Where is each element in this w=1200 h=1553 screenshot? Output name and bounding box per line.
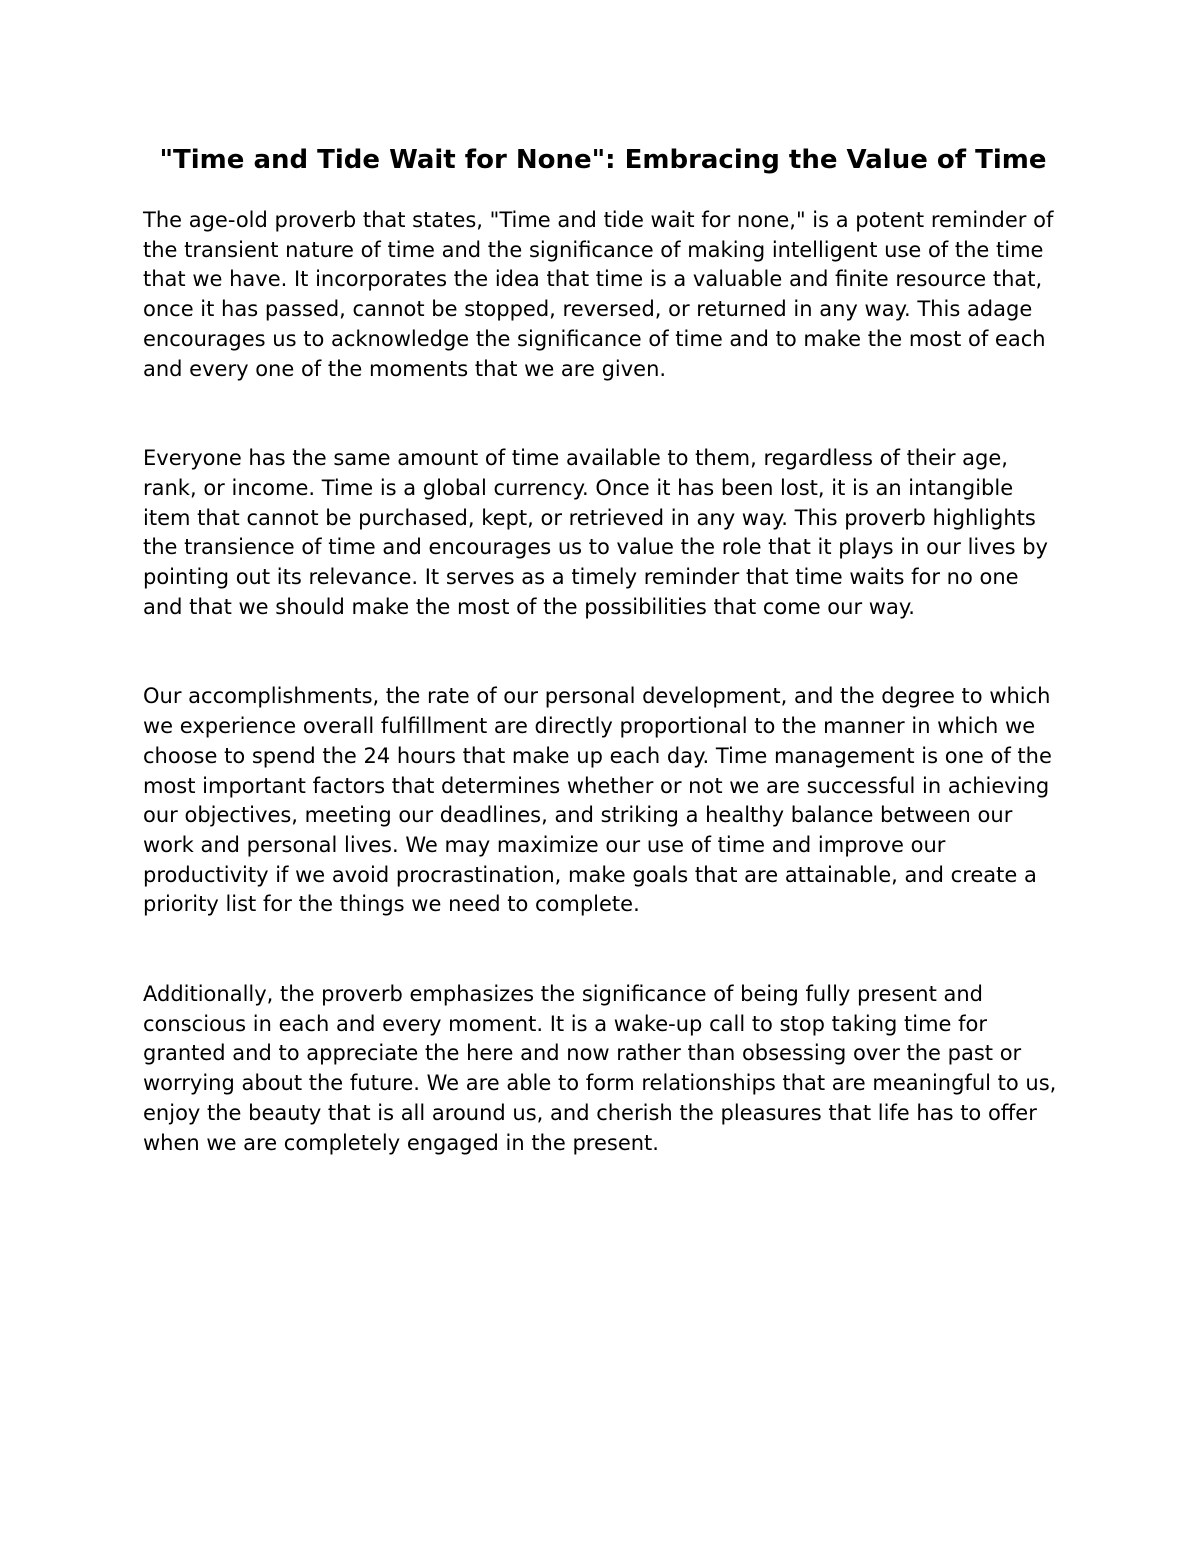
document-title: "Time and Tide Wait for None": Embracing the Value of Time (159, 145, 1047, 175)
paragraph-3: Our accomplishments, the rate of our personal development, and the degree to which we experience overall fulfillment are directly proportional to the manner in which we choose to spend the 24 hours that make up each day. Time management is one of the most important factors that determines whether or not we are successful in achieving our objectives, meeting our deadlines, and striking a healthy balance between our work and personal lives. We may maximize our use of time and improve our productivity if we avoid procrastination, make goals that are attainable, and create a priority list for the things we need to complete. (143, 684, 1052, 917)
paragraph-1: The age-old proverb that states, "Time and tide wait for none," is a potent reminder of the transient nature of time and the significance of making intelligent use of the time that we have. It incorporates the idea that time is a valuable and finite resource that, once it has passed, cannot be stopped, reversed, or returned in any way. This adage encourages us to acknowledge the significance of time and to make the most of each and every one of the moments that we are given. (143, 208, 1054, 381)
document-page (143, 142, 1063, 1218)
paragraph-4: Additionally, the proverb emphasizes the significance of being fully present and conscious in each and every moment. It is a wake-up call to stop taking time for granted and to appreciate the here and now rather than obsessing over the past or worrying about the future. We are able to form relationships that are meaningful to us, enjoy the beauty that is all around us, and cherish the pleasures that life has to offer when we are completely engaged in the present. (143, 982, 1057, 1155)
paragraph-2: Everyone has the same amount of time available to them, regardless of their age, rank, or income. Time is a global currency. Once it has been lost, it is an intangible item that cannot be purchased, kept, or retrieved in any way. This proverb highlights the transience of time and encourages us to value the role that it plays in our lives by pointing out its relevance. It serves as a timely reminder that time waits for no one and that we should make the most of the possibilities that come our way. (143, 446, 1048, 619)
